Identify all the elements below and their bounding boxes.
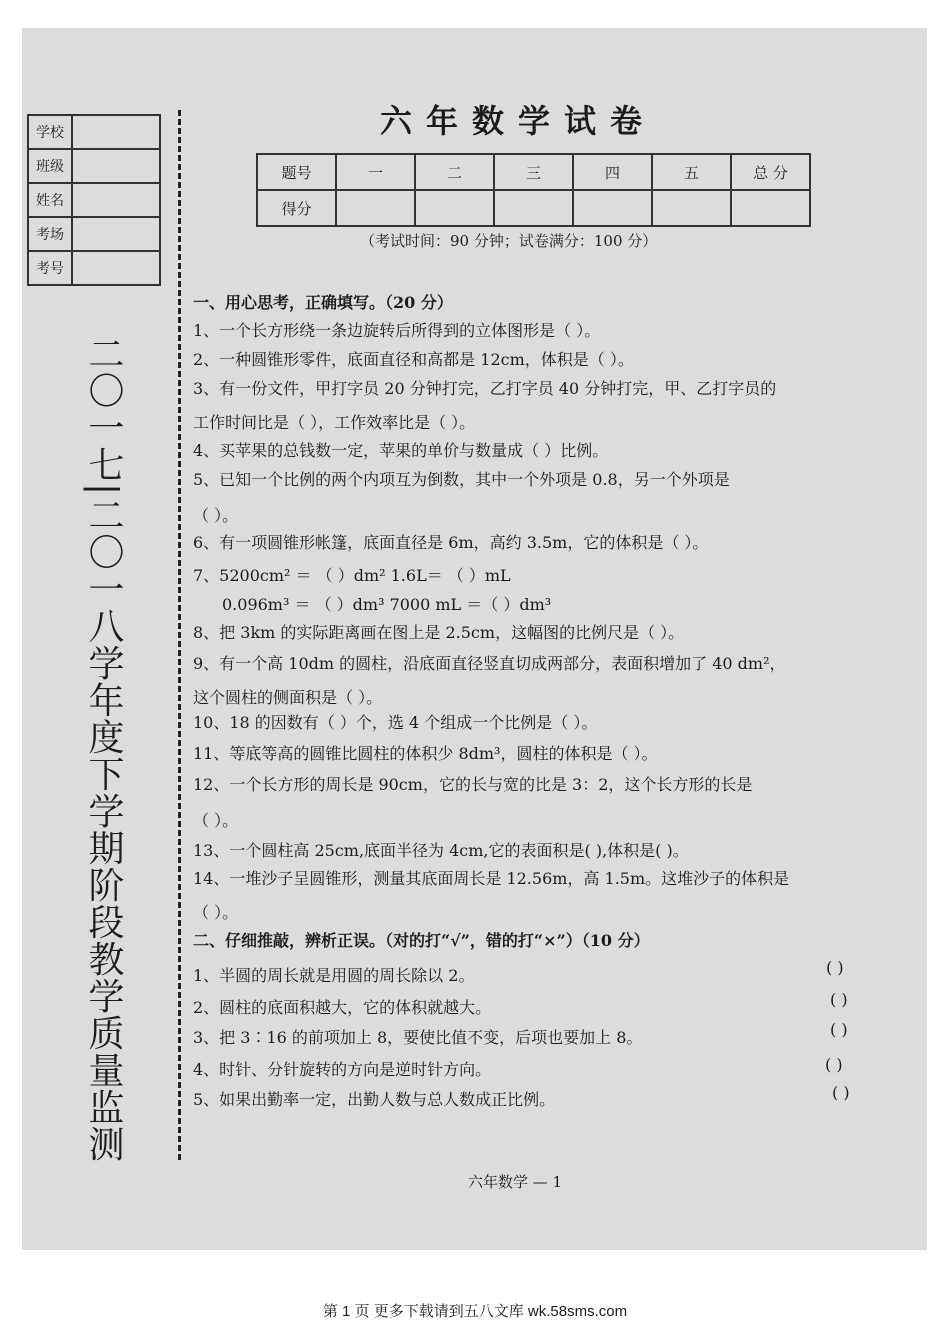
score-cell	[652, 190, 731, 226]
question-line: 13、一个圆柱高 25cm,底面半径为 4cm,它的表面积是( ),体积是( )。	[193, 841, 689, 860]
vertical-exam-title: 二〇一七|二〇一八学年度下学期阶段教学质量监测	[83, 335, 124, 1163]
question-line: 12、一个长方形的周长是 90cm，它的长与宽的比是 3：2，这个长方形的长是	[193, 775, 753, 794]
question-line: （ ）。	[193, 811, 239, 830]
question-line: 8、把 3km 的实际距离画在图上是 2.5cm，这幅图的比例尺是（ ）。	[193, 623, 685, 642]
score-table-header-label: 题号	[257, 154, 336, 190]
judgment-item: 5、如果出勤率一定，出勤人数与总人数成正比例。	[193, 1090, 556, 1109]
label-school: 学校	[28, 115, 72, 149]
page-number: 六年数学 — 1	[468, 1173, 563, 1191]
class-field	[72, 149, 160, 183]
score-col-total: 总 分	[731, 154, 810, 190]
score-row-label: 得分	[257, 190, 336, 226]
binding-dashed-line	[178, 110, 181, 1160]
answer-paren: ( )	[825, 1055, 843, 1074]
question-line: 14、一堆沙子呈圆锥形，测量其底面周长是 12.56m，高 1.5m。这堆沙子的体积是	[193, 869, 790, 888]
question-line: 工作时间比是（ ），工作效率比是（ ）。	[193, 413, 476, 432]
score-cell	[336, 190, 415, 226]
question-line: 9、有一个高 10dm 的圆柱，沿底面直径竖直切成两部分，表面积增加了 40 dm²，	[193, 654, 786, 673]
judgment-item: 2、圆柱的底面积越大，它的体积就越大。	[193, 998, 492, 1017]
answer-paren: ( )	[832, 1083, 850, 1102]
question-line: 2、一种圆锥形零件，底面直径和高都是 12cm，体积是（ ）。	[193, 350, 634, 369]
section2-heading: 二、仔细推敲，辨析正误。（对的打“√”，错的打“×”）（10 分）	[193, 931, 650, 950]
exam-info: （考试时间：90 分钟；试卷满分：100 分）	[360, 232, 658, 250]
question-line: 11、等底等高的圆锥比圆柱的体积少 8dm³，圆柱的体积是（ ）。	[193, 744, 658, 763]
score-cell	[415, 190, 494, 226]
score-cell	[731, 190, 810, 226]
score-col-2: 二	[415, 154, 494, 190]
question-line: 1、一个长方形绕一条边旋转后所得到的立体图形是（ ）。	[193, 321, 601, 340]
label-exam-number: 考号	[28, 251, 72, 285]
judgment-item: 4、时针、分针旋转的方向是逆时针方向。	[193, 1060, 492, 1079]
question-line: 6、有一项圆锥形帐篷，底面直径是 6m，高约 3.5m，它的体积是（ ）。	[193, 533, 709, 552]
score-col-1: 一	[336, 154, 415, 190]
question-line: 这个圆柱的侧面积是（ ）。	[193, 688, 383, 707]
question-line: 3、有一份文件，甲打字员 20 分钟打完，乙打字员 40 分钟打完，甲、乙打字员的	[193, 379, 777, 398]
question-line: 4、买苹果的总钱数一定，苹果的单价与数量成（ ）比例。	[193, 441, 609, 460]
answer-paren: ( )	[830, 1020, 848, 1039]
score-col-4: 四	[573, 154, 652, 190]
exam-room-field	[72, 217, 160, 251]
school-field	[72, 115, 160, 149]
answer-paren: ( )	[830, 990, 848, 1009]
label-class: 班级	[28, 149, 72, 183]
label-name: 姓名	[28, 183, 72, 217]
score-table	[256, 153, 811, 227]
name-field	[72, 183, 160, 217]
question-line: （ ）。	[193, 903, 239, 922]
score-cell	[573, 190, 652, 226]
question-line: （ ）。	[193, 506, 239, 525]
section1-heading: 一、用心思考，正确填写。（20 分）	[193, 293, 453, 312]
question-line: 10、18 的因数有（ ）个，选 4 个组成一个比例是（ ）。	[193, 713, 598, 732]
score-col-3: 三	[494, 154, 573, 190]
footer: 第 1 页 更多下载请到五八文库 wk.58sms.com	[322, 1303, 628, 1320]
score-col-5: 五	[652, 154, 731, 190]
answer-paren: ( )	[826, 958, 844, 977]
question-line: 5、已知一个比例的两个内项互为倒数，其中一个外项是 0.8，另一个外项是	[193, 470, 730, 489]
judgment-item: 3、把 3∶16 的前项加上 8，要使比值不变，后项也要加上 8。	[193, 1028, 643, 1047]
judgment-item: 1、半圆的周长就是用圆的周长除以 2。	[193, 966, 475, 985]
question-line: 7、5200cm² ＝ （ ）dm² 1.6L＝ （ ）mL	[193, 566, 511, 585]
question-line: 0.096m³ ＝ （ ）dm³ 7000 mL ＝（ ）dm³	[222, 595, 552, 614]
score-cell	[494, 190, 573, 226]
label-exam-room: 考场	[28, 217, 72, 251]
student-info-table	[27, 114, 161, 286]
exam-number-field	[72, 251, 160, 285]
page-title: 六年数学试卷	[380, 102, 657, 140]
